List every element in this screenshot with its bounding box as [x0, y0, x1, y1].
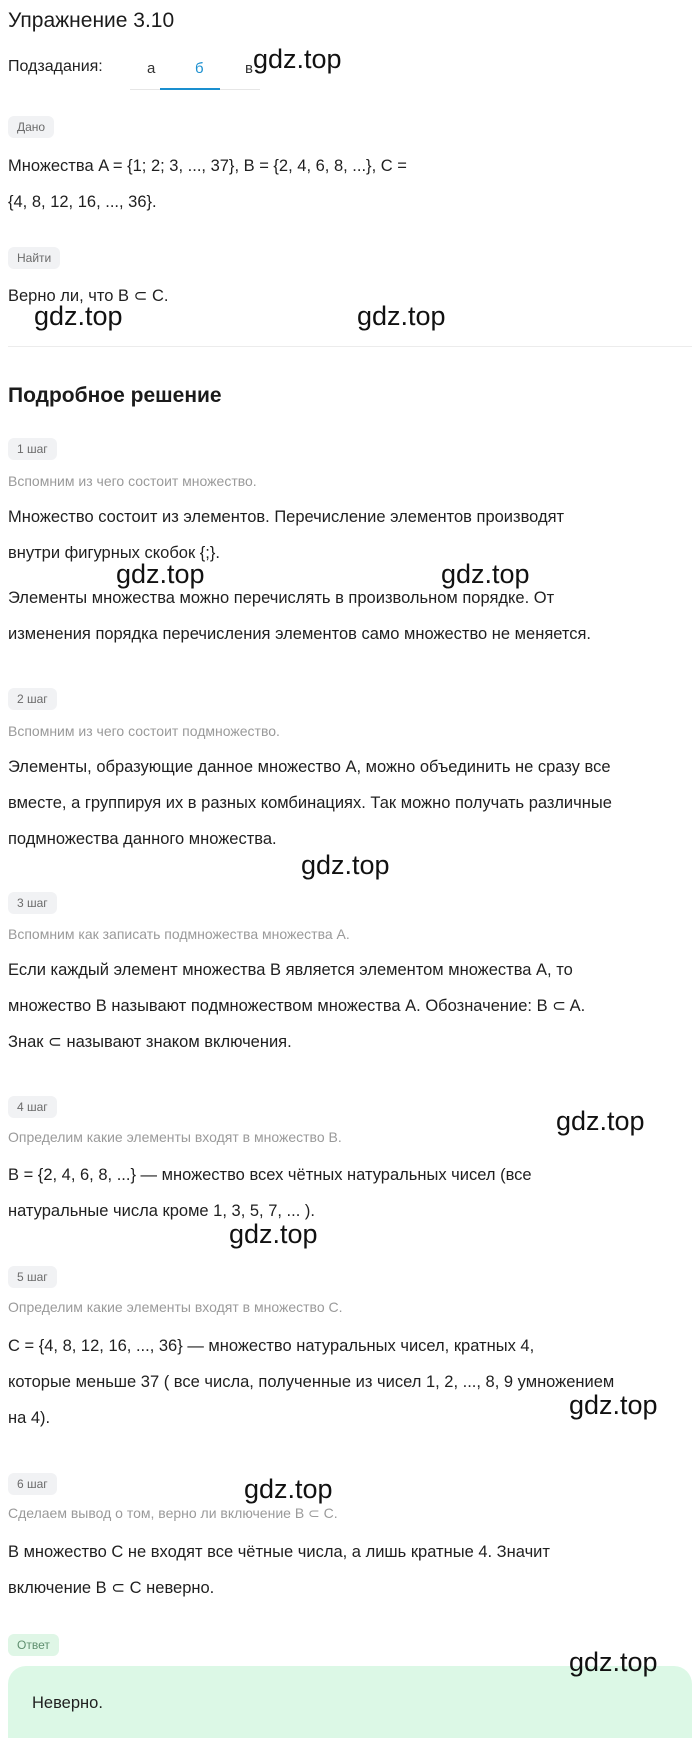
- watermark: gdz.top: [253, 44, 342, 74]
- watermark: gdz.top: [441, 559, 530, 589]
- find-text: Верно ли, что B ⊂ C.: [8, 287, 169, 305]
- watermark: gdz.top: [357, 301, 446, 331]
- find-chip: Найти: [8, 247, 60, 269]
- step-line: Элементы множества можно перечислять в произвольном порядке. От: [8, 589, 555, 607]
- step-line: натуральные числа кроме 1, 3, 5, 7, ... ).: [8, 1202, 315, 1220]
- watermark: gdz.top: [569, 1647, 658, 1677]
- answer-chip: Ответ: [8, 1634, 59, 1656]
- step-hint: Определим какие элементы входят в множество C.: [8, 1299, 343, 1315]
- step-line: В множество C не входят все чётные числа, а лишь кратные 4. Значит: [8, 1543, 550, 1561]
- step-hint: Вспомним как записать подмножества множества А.: [8, 926, 350, 942]
- step-chip: 6 шаг: [8, 1473, 57, 1495]
- tab-subtask-a[interactable]: а: [147, 60, 156, 77]
- step-hint: Определим какие элементы входят в множество B.: [8, 1129, 342, 1145]
- given-line-1: Множества A = {1; 2; 3, ..., 37}, B = {2, 4, 6, 8, ...}, C =: [8, 157, 407, 175]
- tab-subtask-b[interactable]: б: [195, 60, 204, 77]
- step-hint: Вспомним из чего состоит подмножество.: [8, 723, 280, 739]
- step-line: которые меньше 37 ( все числа, полученные из чисел 1, 2, ..., 8, 9 умножением: [8, 1373, 615, 1391]
- step-line: включение B ⊂ C неверно.: [8, 1579, 215, 1597]
- step-line: Множество состоит из элементов. Перечисление элементов производят: [8, 508, 565, 526]
- step-chip: 1 шаг: [8, 438, 57, 460]
- step-line: Элементы, образующие данное множество А, можно объединить не сразу все: [8, 758, 611, 776]
- step-chip: 2 шаг: [8, 688, 57, 710]
- step-chip: 5 шаг: [8, 1266, 57, 1288]
- step-line: на 4).: [8, 1409, 51, 1427]
- step-chip: 3 шаг: [8, 892, 57, 914]
- step-line: B = {2, 4, 6, 8, ...} — множество всех чётных натуральных чисел (все: [8, 1166, 532, 1184]
- step-line: изменения порядка перечисления элементов само множество не меняется.: [8, 625, 592, 643]
- watermark: gdz.top: [556, 1106, 645, 1136]
- step-line: Знак ⊂ называют знаком включения.: [8, 1033, 292, 1051]
- given-line-2: {4, 8, 12, 16, ..., 36}.: [8, 193, 157, 211]
- watermark: gdz.top: [34, 301, 123, 331]
- step-line: множество B называют подмножеством множества A. Обозначение: B ⊂ A.: [8, 997, 586, 1015]
- subtasks-label: Подзадания:: [8, 58, 103, 75]
- step-line: подмножества данного множества.: [8, 830, 277, 848]
- step-hint: Вспомним из чего состоит множество.: [8, 473, 257, 489]
- watermark: gdz.top: [229, 1219, 318, 1249]
- step-line: внутри фигурных скобок {;}.: [8, 544, 220, 562]
- watermark: gdz.top: [116, 559, 205, 589]
- watermark: gdz.top: [244, 1474, 333, 1504]
- solution-title: Подробное решение: [8, 384, 222, 407]
- page-title: Упражнение 3.10: [8, 9, 175, 32]
- step-hint: Сделаем вывод о том, верно ли включение B ⊂ C.: [8, 1505, 338, 1521]
- step-line: C = {4, 8, 12, 16, ..., 36} — множество натуральных чисел, кратных 4,: [8, 1337, 535, 1355]
- watermark: gdz.top: [569, 1390, 658, 1420]
- tab-subtask-v[interactable]: в: [245, 60, 253, 77]
- answer-text: Неверно.: [32, 1694, 103, 1712]
- section-divider: [8, 346, 692, 347]
- watermark: gdz.top: [301, 850, 390, 880]
- step-line: вместе, а группируя их в разных комбинациях. Так можно получать различные: [8, 794, 612, 812]
- step-chip: 4 шаг: [8, 1096, 57, 1118]
- active-tab-indicator: [160, 88, 220, 90]
- given-chip: Дано: [8, 116, 54, 138]
- step-line: Если каждый элемент множества B является элементом множества A, то: [8, 961, 573, 979]
